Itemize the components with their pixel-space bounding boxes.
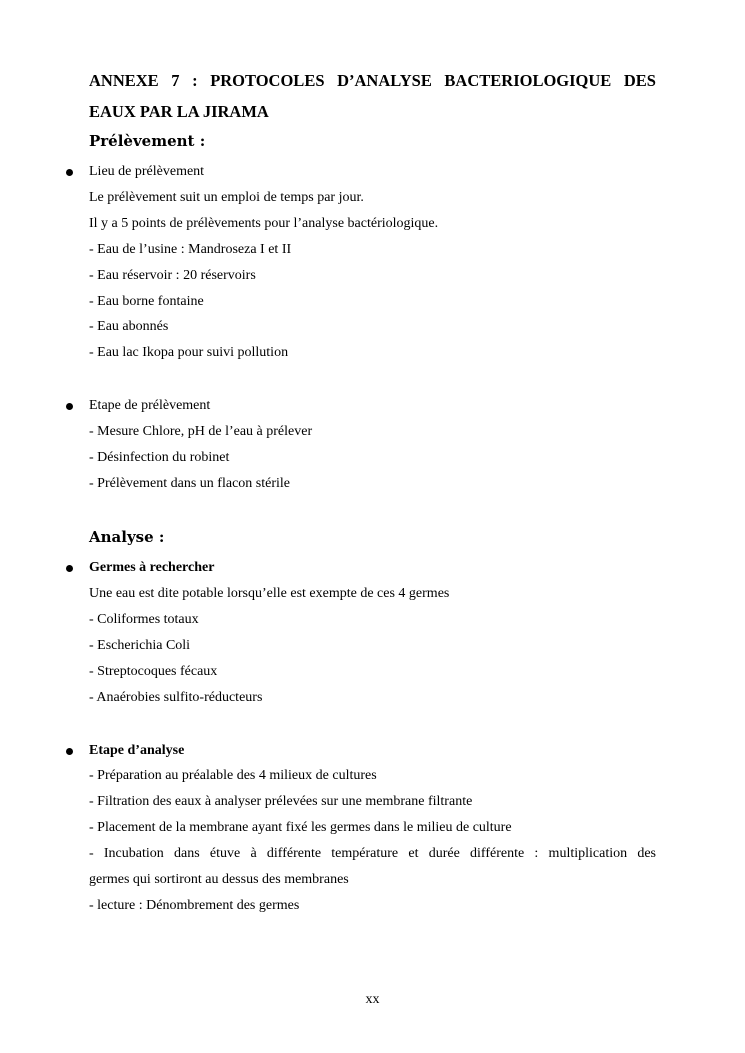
- subsection-title-etape-prelevement: Etape de prélèvement: [89, 398, 211, 413]
- page-number: xx: [365, 992, 380, 1007]
- list-item: - Placement de la membrane ayant fixé les germes dans le milieu de culture: [89, 820, 512, 835]
- subsection-title-etape-analyse: Etape d’analyse: [89, 743, 185, 758]
- list-item: - Incubation dans étuve à différente température et durée différente : multiplication des: [89, 846, 656, 861]
- list-item-continuation: germes qui sortiront au dessus des membranes: [89, 872, 349, 887]
- list-item: - Préparation au préalable des 4 milieux de cultures: [89, 768, 377, 783]
- section-heading-analyse: Analyse :: [89, 528, 165, 546]
- list-item: - Désinfection du robinet: [89, 450, 230, 465]
- list-item: - Eau réservoir : 20 réservoirs: [89, 268, 256, 283]
- section-heading-prelevement: Prélèvement :: [89, 132, 206, 150]
- subsection-title-germes: Germes à rechercher: [89, 560, 215, 575]
- list-item: - Prélèvement dans un flacon stérile: [89, 476, 290, 491]
- list-item: - Eau abonnés: [89, 319, 169, 334]
- bullet-icon: [66, 748, 73, 755]
- list-item: - Mesure Chlore, pH de l’eau à prélever: [89, 424, 313, 439]
- list-item: - Anaérobies sulfito-réducteurs: [89, 690, 263, 705]
- bullet-icon: [66, 403, 73, 410]
- list-item: - Coliformes totaux: [89, 612, 199, 627]
- text-line: Le prélèvement suit un emploi de temps par jour.: [89, 190, 364, 205]
- text-line: Il y a 5 points de prélèvements pour l’analyse bactériologique.: [89, 216, 439, 231]
- list-item: - Eau de l’usine : Mandroseza I et II: [89, 242, 292, 257]
- annex-title-line-2: EAUX PAR LA JIRAMA: [89, 102, 269, 121]
- list-item: - Escherichia Coli: [89, 638, 191, 653]
- list-item: - Eau lac Ikopa pour suivi pollution: [89, 345, 289, 360]
- list-item: - Streptocoques fécaux: [89, 664, 218, 679]
- text-line: Une eau est dite potable lorsqu’elle est exempte de ces 4 germes: [89, 586, 450, 601]
- subsection-title-lieu: Lieu de prélèvement: [89, 164, 205, 179]
- list-item: - Filtration des eaux à analyser prélevées sur une membrane filtrante: [89, 794, 473, 809]
- bullet-icon: [66, 169, 73, 176]
- list-item: - Eau borne fontaine: [89, 294, 204, 309]
- bullet-icon: [66, 565, 73, 572]
- list-item: - lecture : Dénombrement des germes: [89, 898, 300, 913]
- annex-title-line-1: ANNEXE 7 : PROTOCOLES D’ANALYSE BACTERIOLOGIQUE DES: [89, 71, 656, 90]
